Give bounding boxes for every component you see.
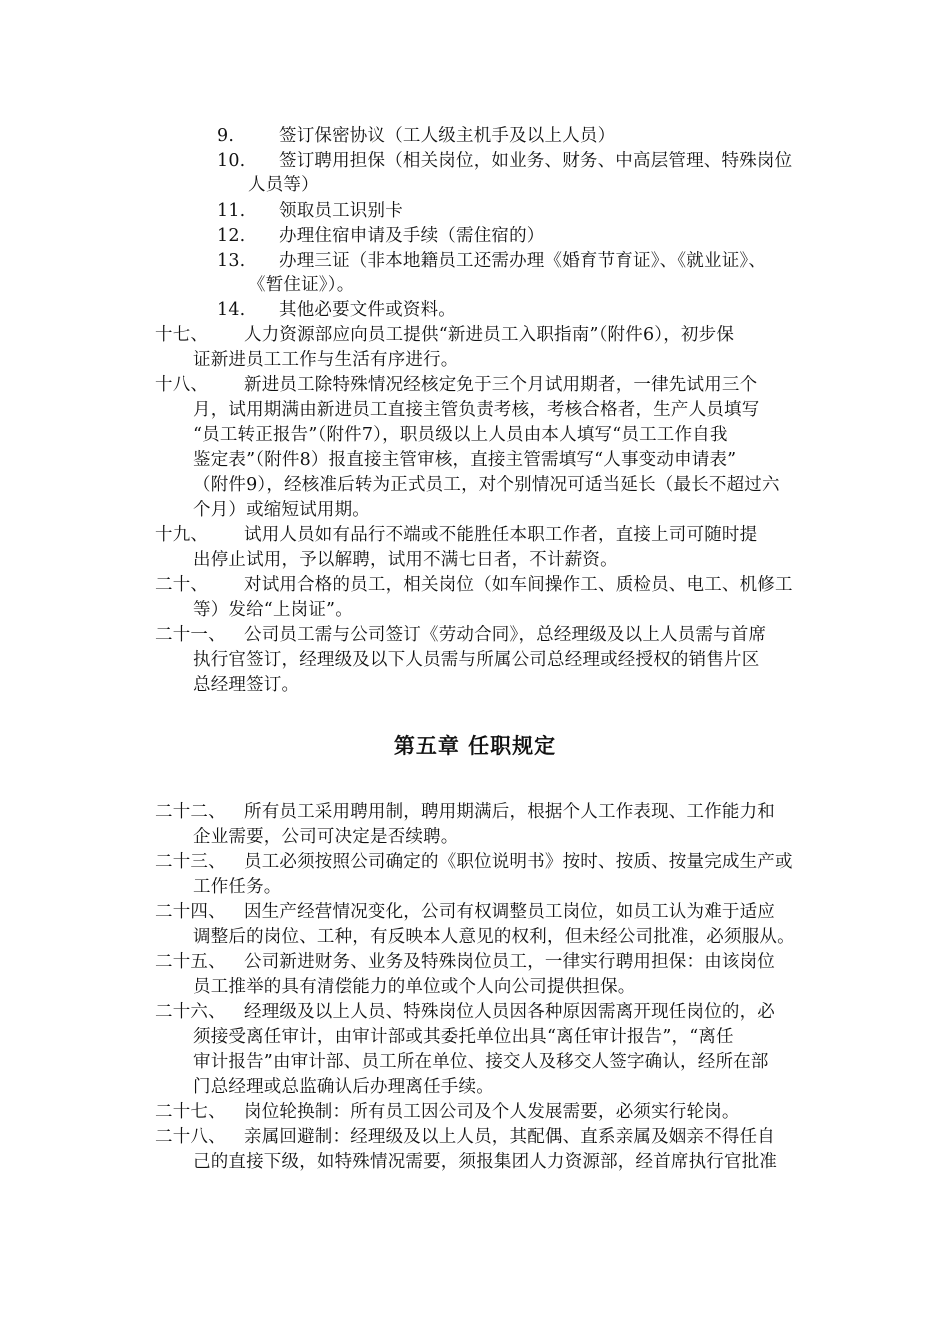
- document-page: 9. 签订保密协议（工人级主机手及以上人员） 10. 签订聘用担保（相关岗位，如业务、财务、中高层管理、特殊岗位 人员等） 11. 领取员工识别卡 12. 办理住宿申请及手续（需住宿的） 13. 办理三证（非本地籍员工还需办理《婚育节育证》、《就业证》、 《暂住证》）。 14. 其他必要文件或资料。 十七、 人力资源部应向员工提供“新进员工入职指南”（附件6），初步保 证新进员工工作与生活有序进行。 十八、 新进员工除特殊情况经核定免于三个月试用期者，一律先试用三个 月，试用期满由新进员工直接主管负责考核，考核合格者，生产人员填写 “员工转正报告”（附件7），职员级以上人员由本人填写“员工工作自我 鉴定表”（附件8）报直接主管审核，直接主管需填写“人事变动申请表” （附件9），经核准后转为正式员工，对个别情况可适当延长（最长不超过六 个月）或缩短试用期。 十九、 试用人员如有品行不端或不能胜任本职工作者，直接上司可随时提 出停止试用，予以解聘，试用不满七日者，不计薪资。 二十、 对试用合格的员工，相关岗位（如车间操作工、质检员、电工、机修工 等）发给“上岗证”。 二十一、 公司员工需与公司签订《劳动合同》，总经理级及以上人员需与首席 执行官签订，经理级及以下人员需与所属公司总经理或经授权的销售片区 总经理签订。 第五章 任职规定 二十二、 所有员工采用聘用制，聘用期满后，根据个人工作表现、工作能力和 企业需要，公司可决定是否续聘。 二十三、 员工必须按照公司确定的《职位说明书》按时、按质、按量完成生产或 工作任务。 二十四、 因生产经营情况变化，公司有权调整员工岗位，如员工认为难于适应 调整后的岗位、工种，有反映本人意见的权利，但未经公司批准，必须服从。 二十五、 公司新进财务、业务及特殊岗位员工，一律实行聘用担保：由该岗位 员工推举的具有清偿能力的单位或个人向公司提供担保。 二十六、 经理级及以上人员、特殊岗位人员因各种原因需离开现任岗位的，必 须接受离任审计，由审计部或其委托单位出具“离任审计报告”，“离任 审计报告”由审计部、员工所在单位、接交人及移交人签字确认，经所在部 门总经理或总监确认后办理离任手续。 二十七、 岗位轮换制：所有员工因公司及个人发展需要，必须实行轮岗。 二十八、 亲属回避制：经理级及以上人员，其配偶、直系亲属及姻亲不得任自 己的直接下级，如特殊情况需要，须报集团人力资源部，经首席执行官批准: [0, 0, 950, 1344]
- chapter-title: 第五章 任职规定: [393, 734, 557, 758]
